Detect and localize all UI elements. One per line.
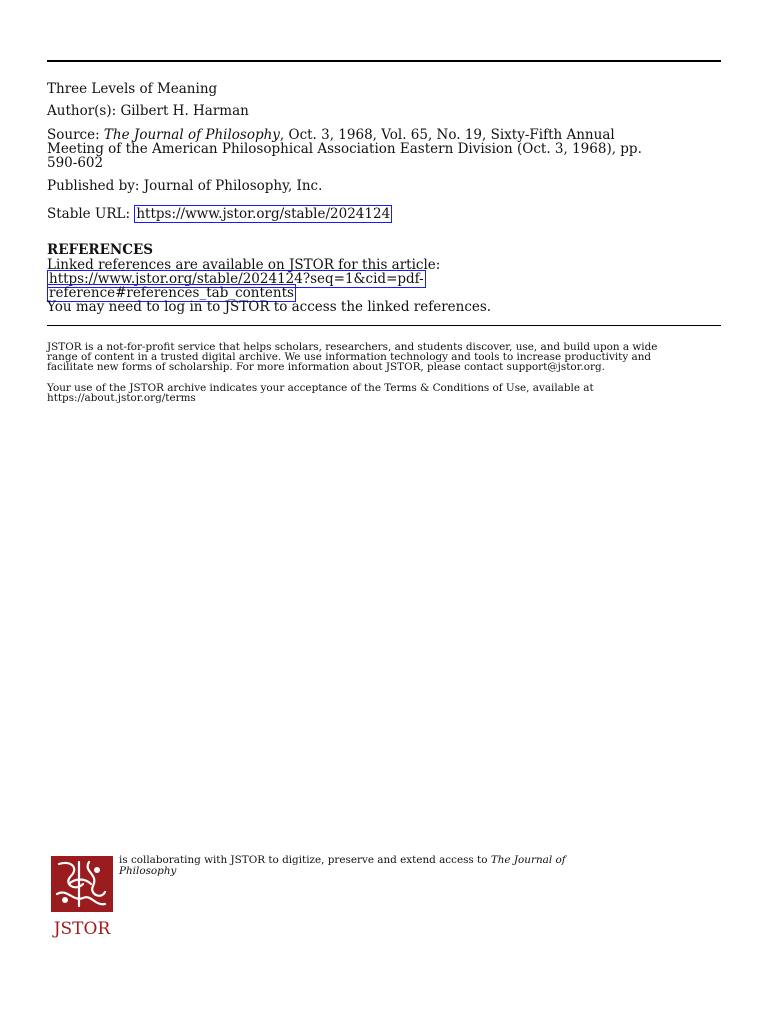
source-line-3: 590-602 bbox=[47, 155, 104, 171]
collaboration-journal-1: The Journal of bbox=[490, 854, 566, 866]
top-rule bbox=[47, 60, 721, 62]
source-label: Source: bbox=[47, 127, 100, 143]
notice-p1-line1: JSTOR is a not-for-profit service that helps scholars, researchers, and students discover, use, and build upon a wide bbox=[47, 341, 658, 353]
stable-url-link[interactable]: https://www.jstor.org/stable/2024124 bbox=[136, 206, 391, 222]
references-heading: REFERENCES bbox=[47, 242, 154, 258]
publisher-name: Journal of Philosophy, Inc. bbox=[143, 178, 323, 194]
authors-value: Gilbert H. Harman bbox=[120, 103, 249, 119]
collaboration-journal-2: Philosophy bbox=[119, 865, 177, 877]
notice-p2-line2: https://about.jstor.org/terms bbox=[47, 392, 196, 404]
published-label: Published by: bbox=[47, 178, 140, 194]
notice-p1-line2: range of content in a trusted digital archive. We use information technology and tools to increase productivity and bbox=[47, 351, 652, 363]
article-title: Three Levels of Meaning bbox=[47, 81, 218, 97]
references-url-line-2 bbox=[47, 286, 296, 300]
references-link-part-1[interactable]: https://www.jstor.org/stable/2024124?seq=1&cid=pdf- bbox=[49, 271, 424, 287]
jstor-logo-text: JSTOR bbox=[53, 919, 111, 938]
middle-rule bbox=[47, 325, 721, 326]
stable-url-label: Stable URL: bbox=[47, 206, 131, 222]
journal-name: The Journal of Philosophy bbox=[103, 127, 280, 143]
collaboration-text: is collaborating with JSTOR to digitize, preserve and extend access to bbox=[119, 854, 488, 866]
source-line-1 bbox=[47, 128, 615, 142]
source-line-2: Meeting of the American Philosophical Association Eastern Division (Oct. 3, 1968), pp. bbox=[47, 141, 642, 157]
notice-p1-line3: facilitate new forms of scholarship. For more information about JSTOR, please contact support@jstor.org. bbox=[47, 361, 605, 373]
references-link-part-2[interactable]: reference#references_tab_contents bbox=[49, 285, 294, 301]
references-line-1: Linked references are available on JSTOR for this article: bbox=[47, 257, 441, 273]
collaboration-note bbox=[119, 855, 566, 877]
collaboration-line-1 bbox=[119, 855, 566, 866]
authors-line bbox=[47, 104, 249, 118]
jstor-logo bbox=[49, 854, 115, 938]
published-line bbox=[47, 179, 322, 193]
authors-label: Author(s): bbox=[47, 103, 117, 119]
references-line-4: You may need to log in to JSTOR to access the linked references. bbox=[47, 299, 492, 315]
stable-url-line bbox=[47, 207, 392, 221]
notice-p2-line1: Your use of the JSTOR archive indicates your acceptance of the Terms & Conditions of Use, available at bbox=[47, 382, 594, 394]
source-details: , Oct. 3, 1968, Vol. 65, No. 19, Sixty-Fifth Annual bbox=[279, 127, 615, 143]
